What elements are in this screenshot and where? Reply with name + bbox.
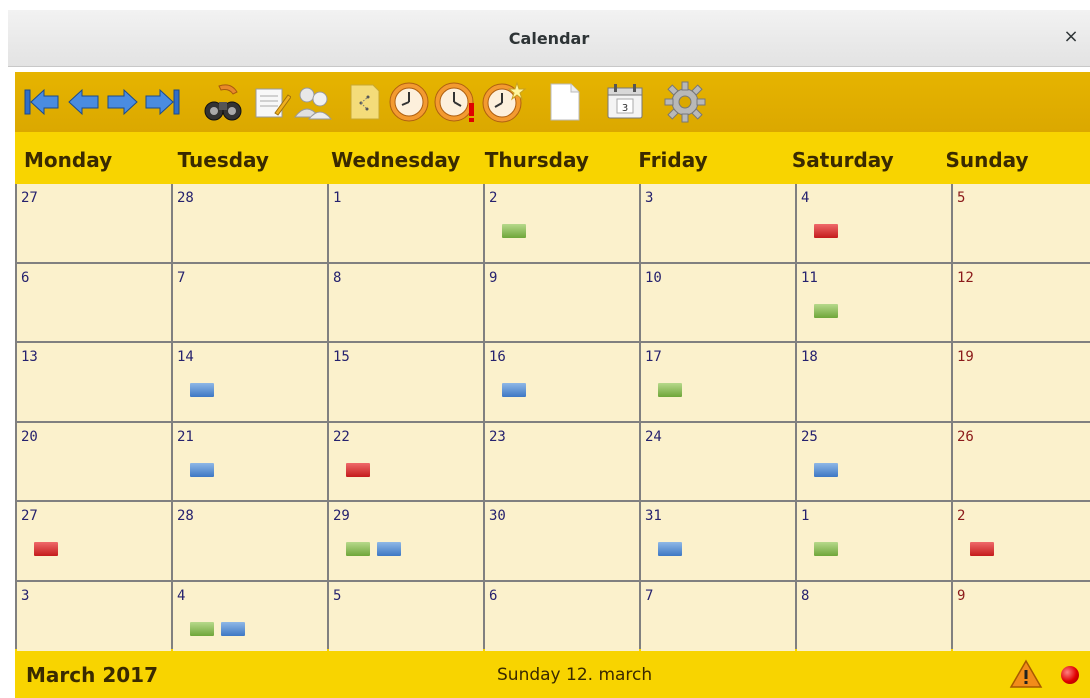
day-number: 25 [801, 428, 818, 445]
day-cell[interactable] [953, 264, 1090, 342]
day-number: 6 [21, 269, 30, 286]
day-cell[interactable] [17, 264, 171, 342]
day-cell[interactable] [641, 184, 795, 262]
day-cell[interactable] [797, 423, 951, 501]
calendar-app [15, 72, 1090, 698]
day-number: 4 [177, 587, 186, 604]
day-cell[interactable] [17, 502, 171, 580]
day-cell[interactable] [173, 343, 327, 421]
month-grid [15, 184, 1090, 649]
day-cell[interactable] [17, 184, 171, 262]
day-number: 6 [489, 587, 498, 604]
day-number: 16 [489, 349, 506, 365]
day-cell[interactable] [485, 184, 639, 262]
people-icon[interactable] [293, 80, 333, 124]
day-cell[interactable] [485, 264, 639, 342]
status-bar [15, 651, 1090, 698]
day-cell[interactable] [173, 264, 327, 342]
day-number: 5 [957, 190, 966, 206]
day-cell[interactable] [485, 582, 639, 660]
day-number: 1 [333, 190, 342, 206]
binoculars-icon[interactable] [201, 80, 245, 124]
day-number: 30 [489, 508, 506, 524]
day-cell[interactable] [953, 423, 1090, 501]
day-number: 4 [801, 190, 810, 206]
day-number: 14 [177, 349, 194, 365]
clock-alert-icon[interactable] [433, 80, 479, 124]
weekday-thursday: Thursday [484, 148, 589, 172]
day-cell[interactable] [329, 184, 483, 262]
day-number: 3 [645, 190, 654, 206]
event-list [502, 224, 526, 238]
window-titlebar [8, 10, 1090, 67]
day-cell[interactable] [329, 264, 483, 342]
notepad-pencil-icon[interactable] [253, 80, 291, 124]
event-red-icon[interactable] [346, 463, 370, 477]
prev-arrow-icon[interactable] [67, 80, 101, 124]
day-cell[interactable] [953, 502, 1090, 580]
clock-icon[interactable] [387, 80, 431, 124]
event-list [658, 542, 682, 556]
day-number: 21 [177, 428, 194, 445]
event-green-icon[interactable] [502, 224, 526, 238]
day-number: 11 [801, 269, 818, 286]
weekday-saturday: Saturday [791, 148, 894, 172]
event-blue-icon[interactable] [658, 542, 682, 556]
day-cell[interactable] [329, 582, 483, 660]
day-cell[interactable] [329, 423, 483, 501]
day-cell[interactable] [173, 582, 327, 660]
day-number: 27 [21, 190, 38, 206]
day-number: 28 [177, 508, 194, 524]
event-list [190, 463, 214, 477]
day-cell[interactable] [641, 264, 795, 342]
last-arrow-icon[interactable] [143, 80, 181, 124]
day-number: 22 [333, 428, 350, 445]
day-cell[interactable] [797, 184, 951, 262]
day-number: 20 [21, 428, 38, 445]
day-cell[interactable] [329, 343, 483, 421]
event-list [34, 542, 58, 556]
day-number: 28 [177, 190, 194, 206]
day-number: 7 [645, 587, 654, 604]
red-dot-icon [1061, 666, 1079, 684]
weekday-tuesday: Tuesday [177, 148, 269, 172]
day-number: 27 [21, 508, 38, 524]
next-arrow-icon[interactable] [105, 80, 139, 124]
event-green-icon[interactable] [814, 304, 838, 318]
day-number: 23 [489, 428, 506, 445]
first-arrow-icon[interactable] [23, 80, 61, 124]
day-cell[interactable] [173, 423, 327, 501]
event-green-icon[interactable] [346, 542, 370, 556]
day-cell[interactable] [641, 343, 795, 421]
weekday-wednesday: Wednesday [331, 148, 461, 172]
event-green-icon[interactable] [658, 383, 682, 397]
day-cell[interactable] [953, 582, 1090, 660]
day-number: 19 [957, 349, 974, 365]
blank-page-icon[interactable] [547, 80, 583, 124]
day-number: 13 [21, 349, 38, 365]
day-number: 2 [489, 190, 498, 206]
day-number: 12 [957, 269, 974, 286]
event-list [502, 383, 526, 397]
selected-date: Sunday 12. march [497, 665, 653, 685]
day-cell[interactable] [953, 184, 1090, 262]
toolbar [15, 72, 1090, 132]
event-list [814, 463, 838, 477]
day-cell[interactable] [641, 502, 795, 580]
event-blue-icon[interactable] [221, 622, 245, 636]
day-number: 31 [645, 508, 662, 524]
event-red-icon[interactable] [970, 542, 994, 556]
event-list [814, 304, 838, 318]
day-cell[interactable] [641, 582, 795, 660]
day-cell[interactable] [797, 264, 951, 342]
day-number: 8 [801, 587, 810, 604]
event-red-icon[interactable] [814, 224, 838, 238]
weekday-monday: Monday [24, 148, 113, 172]
day-cell[interactable] [953, 343, 1090, 421]
day-cell[interactable] [485, 343, 639, 421]
event-blue-icon[interactable] [377, 542, 401, 556]
day-cell[interactable] [797, 343, 951, 421]
event-red-icon[interactable] [34, 542, 58, 556]
event-list [346, 542, 401, 556]
day-number: 1 [801, 508, 810, 524]
day-cell[interactable] [329, 502, 483, 580]
day-number: 2 [957, 508, 966, 524]
day-number: 9 [957, 587, 966, 604]
event-list [970, 542, 994, 556]
day-number: 8 [333, 269, 342, 286]
event-blue-icon[interactable] [190, 383, 214, 397]
event-list [346, 463, 370, 477]
weekday-friday: Friday [638, 148, 708, 172]
day-cell[interactable] [173, 502, 327, 580]
gear-icon[interactable] [663, 80, 707, 124]
month-label: March 2017 [26, 663, 158, 687]
day-cell[interactable] [17, 343, 171, 421]
day-number: 26 [957, 428, 974, 445]
day-cell[interactable] [797, 502, 951, 580]
day-number: 9 [489, 269, 498, 286]
day-number: 18 [801, 349, 818, 365]
day-number: 24 [645, 428, 662, 445]
day-number: 5 [333, 587, 342, 604]
day-cell[interactable] [485, 502, 639, 580]
calendar-day-number: 3 [621, 103, 629, 114]
weekday-header [15, 136, 1090, 184]
day-cell[interactable] [797, 582, 951, 660]
weekday-sunday: Sunday [945, 148, 1029, 172]
day-cell[interactable] [17, 423, 171, 501]
event-blue-icon[interactable] [502, 383, 526, 397]
warning-triangle-icon[interactable] [1009, 659, 1043, 693]
clock-star-icon[interactable] [481, 80, 527, 124]
day-number: 10 [645, 269, 662, 286]
day-number: 3 [21, 587, 30, 604]
day-number: 17 [645, 349, 662, 365]
window-title: Calendar [508, 28, 590, 48]
close-icon[interactable]: × [1063, 26, 1079, 47]
day-cell[interactable] [485, 423, 639, 501]
calendar-day-icon[interactable] [605, 80, 645, 124]
event-blue-icon[interactable] [814, 463, 838, 477]
day-number: 15 [333, 349, 350, 365]
map-icon[interactable] [347, 80, 383, 124]
day-cell[interactable] [173, 184, 327, 262]
day-cell[interactable] [641, 423, 795, 501]
event-list [190, 622, 245, 636]
event-green-icon[interactable] [190, 622, 214, 636]
event-list [190, 383, 214, 397]
event-list [814, 542, 838, 556]
event-list [814, 224, 838, 238]
day-cell[interactable] [17, 582, 171, 660]
day-number: 7 [177, 269, 186, 286]
event-blue-icon[interactable] [190, 463, 214, 477]
event-list [658, 383, 682, 397]
day-number: 29 [333, 508, 350, 524]
event-green-icon[interactable] [814, 542, 838, 556]
